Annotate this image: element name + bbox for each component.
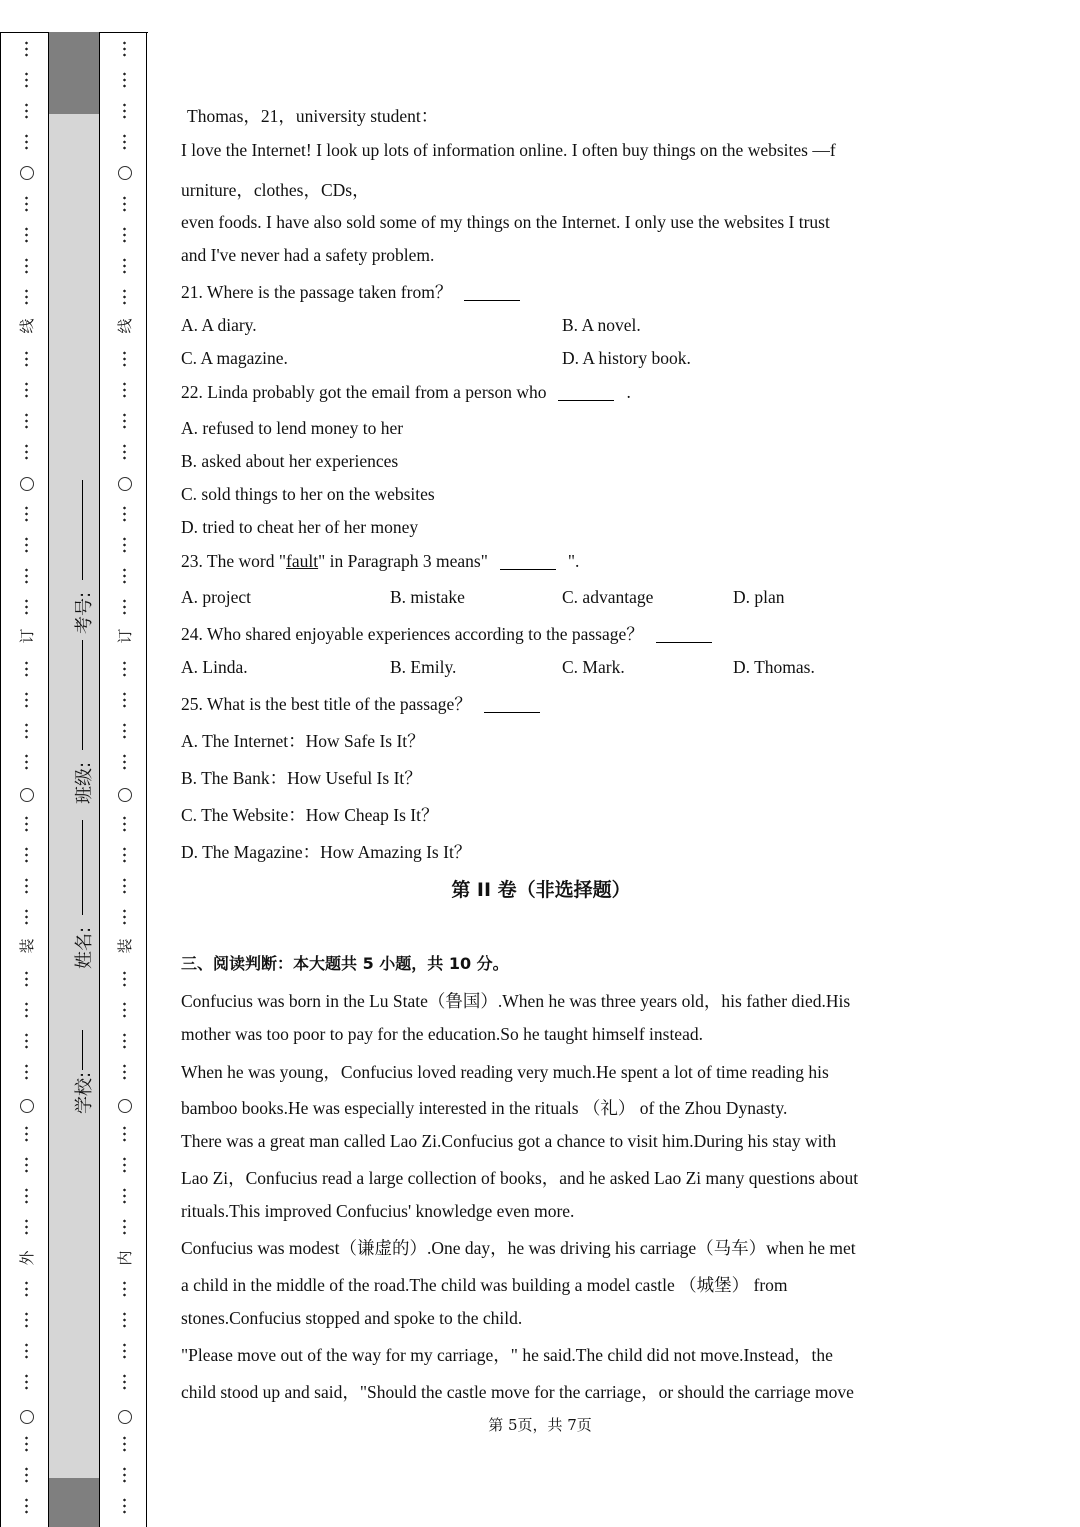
dot-segment [123,660,126,678]
dot-segment [25,567,28,585]
dot-segment [25,660,28,678]
seal-mark: 订 [18,625,36,647]
dot-segment [123,970,126,988]
answer-blank[interactable] [656,642,712,643]
dot-segment [123,1497,126,1515]
dot-segment [123,722,126,740]
confucius-line: stones.Confucius stopped and spoke to the child. [181,1308,523,1328]
dot-segment [123,1373,126,1391]
confucius-line: rituals.This improved Confucius' knowledge even more. [181,1201,575,1221]
exam-number-field-line[interactable] [82,480,83,580]
dot-segment [25,908,28,926]
name-field-label: 姓名: [74,926,96,970]
confucius-line: Confucius was modest（谦虚的）.One day，he was driving his carriage（马车）when he met [181,1238,856,1258]
question-24 [181,621,724,646]
dot-segment [123,350,126,368]
dot-segment [25,1342,28,1360]
dot-segment [25,257,28,275]
dot-segment [25,1373,28,1391]
question-stem: 25. What is the best title of the passage？ [181,694,472,714]
q25-option-b[interactable]: B. The Bank：How Useful Is It？ [181,768,422,788]
dot-segment [123,1063,126,1081]
q25-option-c[interactable]: C. The Website：How Cheap Is It？ [181,805,439,825]
dot-segment [25,1156,28,1174]
q21-option-c[interactable]: C. A magazine. [181,348,288,368]
dot-segment [123,412,126,430]
volume-title: 第 II 卷（非选择题） [451,879,631,901]
dot-segment [123,102,126,120]
dot-segment [25,133,28,151]
answer-blank[interactable] [500,569,556,570]
name-field-line[interactable] [82,820,83,915]
q22-option-a[interactable]: A. refused to lend money to her [181,418,404,438]
dot-segment [25,877,28,895]
passage-line: I love the Internet! I look up lots of information online. I often buy things on the websites —f [181,140,836,160]
passage-line: urniture，clothes，CDs， [181,180,370,200]
seal-mark: 线 [116,315,134,337]
q21-option-a[interactable]: A. A diary. [181,315,257,335]
dot-segment [25,350,28,368]
answer-blank[interactable] [484,712,540,713]
question-22 [181,382,631,403]
q24-option-a[interactable]: A. Linda. [181,657,248,677]
dot-segment [123,40,126,58]
dot-segment [123,536,126,554]
seal-circle [20,477,34,491]
strip-bottom-block [48,1478,100,1527]
school-field-label: 学校: [74,1071,96,1115]
dot-segment [123,877,126,895]
confucius-line: mother was too poor to pay for the education.So he taught himself instead. [181,1024,703,1044]
dot-segment [123,1466,126,1484]
dot-segment [25,846,28,864]
dot-segment [123,753,126,771]
q22-option-d[interactable]: D. tried to cheat her of her money [181,517,419,537]
confucius-line: There was a great man called Lao Zi.Confucius got a chance to visit him.During his stay with [181,1131,837,1151]
question-25 [181,691,552,716]
question-stem: 23. The word " [181,551,286,571]
dot-segment [123,381,126,399]
dot-segment [123,288,126,306]
dot-segment [25,40,28,58]
q24-option-c[interactable]: C. Mark. [562,657,625,677]
dot-segment [123,195,126,213]
dot-segment [25,505,28,523]
question-23 [181,551,579,572]
underlined-word: fault [286,551,319,571]
confucius-line: When he was young，Confucius loved reading very much.He spent a lot of time reading his [181,1062,829,1082]
seal-mark: 外 [18,1247,36,1269]
confucius-line: Confucius was born in the Lu State（鲁国）.When he was three years old，his father died.His [181,991,851,1011]
passage-speaker: Thomas，21，university student： [187,106,439,126]
dot-segment [25,753,28,771]
dot-segment [123,1218,126,1236]
q23-option-d[interactable]: D. plan [733,587,785,607]
confucius-line: Lao Zi，Confucius read a large collection of books，and he asked Lao Zi many questions about [181,1168,859,1188]
class-field-line[interactable] [82,640,83,750]
seal-circle [118,788,132,802]
dot-segment [123,443,126,461]
school-field-line[interactable] [82,1030,83,1070]
question-stem: 24. Who shared enjoyable experiences according to the passage？ [181,624,644,644]
dot-segment [25,1435,28,1453]
dot-segment [123,1187,126,1205]
question-suffix: ". [567,551,580,571]
dot-segment [25,102,28,120]
dot-segment [123,598,126,616]
dot-segment [25,226,28,244]
dot-segment [123,1032,126,1050]
dot-segment [123,1156,126,1174]
dot-segment [123,567,126,585]
question-suffix: . [626,382,631,402]
seal-circle [20,166,34,180]
dot-segment [25,381,28,399]
dot-segment [25,691,28,709]
q21-option-b[interactable]: B. A novel. [562,315,641,335]
dot-segment [25,1466,28,1484]
dot-segment [123,505,126,523]
dot-segment [123,846,126,864]
question-stem: 22. Linda probably got the email from a person who [181,382,547,402]
dot-segment [25,1497,28,1515]
dot-segment [123,908,126,926]
seal-circle [118,166,132,180]
seal-mark: 内 [116,1247,134,1269]
q21-option-d[interactable]: D. A history book. [562,348,691,368]
dot-segment [123,1342,126,1360]
margin-border-left [0,32,1,1527]
margin-border-right [146,32,147,1527]
seal-circle [20,1099,34,1113]
q23-option-b[interactable]: B. mistake [390,587,465,607]
dot-segment [25,1032,28,1050]
question-21 [181,279,532,304]
dot-segment [123,71,126,89]
dot-segment [123,226,126,244]
question-stem: 21. Where is the passage taken from？ [181,282,453,302]
dot-segment [25,1187,28,1205]
dot-segment [123,1125,126,1143]
outer-seal-line [19,36,35,1526]
seal-circle [118,477,132,491]
dot-segment [25,195,28,213]
dot-segment [25,443,28,461]
dot-segment [123,1001,126,1019]
dot-segment [25,71,28,89]
dot-segment [123,815,126,833]
seal-circle [20,788,34,802]
dot-segment [123,691,126,709]
confucius-line: child stood up and said，"Should the castle move for the carriage，or should the carriage move [181,1382,854,1402]
seal-mark: 订 [116,625,134,647]
question-stem-end: " in Paragraph 3 means" [318,551,488,571]
dot-segment [25,1063,28,1081]
exam-number-field-label: 考号: [74,591,96,635]
seal-mark: 线 [18,315,36,337]
q24-option-d[interactable]: D. Thomas. [733,657,815,677]
q24-option-b[interactable]: B. Emily. [390,657,457,677]
part-three-heading: 三、阅读判断：本大题共 5 小题，共 10 分。 [181,954,509,973]
seal-mark: 装 [116,935,134,957]
confucius-line: a child in the middle of the road.The child was building a model castle （城堡） from [181,1275,788,1295]
answer-blank[interactable] [464,300,520,301]
page-footer: 第 5页，共 7页 [488,1416,592,1434]
dot-segment [25,722,28,740]
dot-segment [25,598,28,616]
seal-mark: 装 [18,935,36,957]
q25-option-d[interactable]: D. The Magazine：How Amazing Is It？ [181,842,472,862]
strip-top-block [48,32,100,114]
passage-line: and I've never had a safety problem. [181,245,435,265]
dot-segment [25,1125,28,1143]
q25-option-a[interactable]: A. The Internet：How Safe Is It？ [181,731,425,751]
passage-line: even foods. I have also sold some of my things on the Internet. I only use the websites I trust [181,212,830,232]
confucius-line: bamboo books.He was especially interested in the rituals （礼） of the Zhou Dynasty. [181,1098,788,1118]
dot-segment [123,133,126,151]
q23-option-a[interactable]: A. project [181,587,251,607]
dot-segment [25,1280,28,1298]
dot-segment [123,257,126,275]
dot-segment [123,1280,126,1298]
q22-option-b[interactable]: B. asked about her experiences [181,451,399,471]
dot-segment [25,970,28,988]
dot-segment [25,412,28,430]
q23-option-c[interactable]: C. advantage [562,587,654,607]
confucius-line: "Please move out of the way for my carriage，" he said.The child did not move.Instead，the [181,1345,833,1365]
inner-seal-line [117,36,133,1526]
seal-circle [118,1099,132,1113]
q22-option-c[interactable]: C. sold things to her on the websites [181,484,435,504]
dot-segment [25,288,28,306]
dot-segment [25,1218,28,1236]
dot-segment [123,1311,126,1329]
answer-blank[interactable] [558,400,614,401]
dot-segment [25,815,28,833]
dot-segment [25,1311,28,1329]
dot-segment [123,1435,126,1453]
dot-segment [25,536,28,554]
dot-segment [25,1001,28,1019]
class-field-label: 班级: [74,761,96,805]
